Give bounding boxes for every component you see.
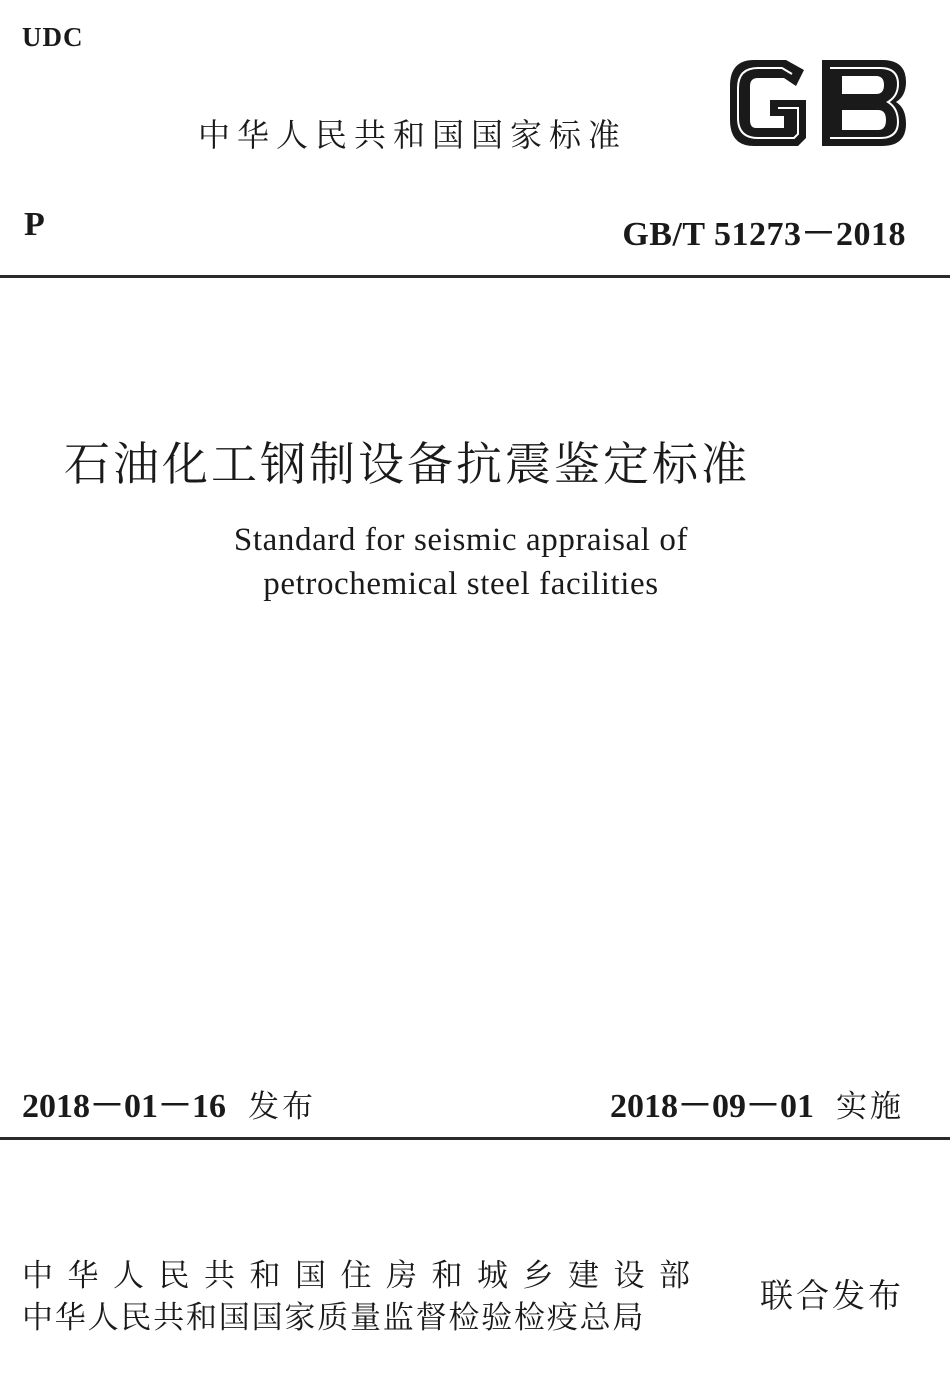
title-english-line2: petrochemical steel facilities bbox=[263, 566, 659, 602]
issue-label: 发布 bbox=[248, 1089, 316, 1125]
gb-logo bbox=[726, 56, 910, 150]
title-chinese: 石油化工钢制设备抗震鉴定标准 bbox=[64, 437, 750, 491]
implementation-date-row bbox=[610, 1078, 904, 1127]
issuer-ministry: 中华人民共和国住房和城乡建设部 bbox=[22, 1258, 705, 1294]
issuer-aqsiq: 中华人民共和国国家质量监督检验检疫总局 bbox=[22, 1300, 646, 1336]
national-standard-heading: 中华人民共和国国家标准 bbox=[198, 116, 628, 154]
joint-issue-label: 联合发布 bbox=[760, 1276, 904, 1315]
classification-code: P bbox=[24, 206, 45, 243]
standard-number: GB/T 51273－2018 bbox=[622, 216, 906, 253]
implementation-label: 实施 bbox=[836, 1089, 904, 1125]
title-english-line1: Standard for seismic appraisal of bbox=[233, 522, 689, 558]
bottom-divider bbox=[0, 1137, 950, 1140]
top-divider bbox=[0, 275, 950, 278]
udc-label: UDC bbox=[22, 22, 84, 52]
title-english bbox=[0, 518, 922, 606]
implementation-date: 2018－09－01 bbox=[610, 1088, 814, 1125]
issue-date-row bbox=[22, 1078, 316, 1127]
issue-date: 2018－01－16 bbox=[22, 1088, 226, 1125]
